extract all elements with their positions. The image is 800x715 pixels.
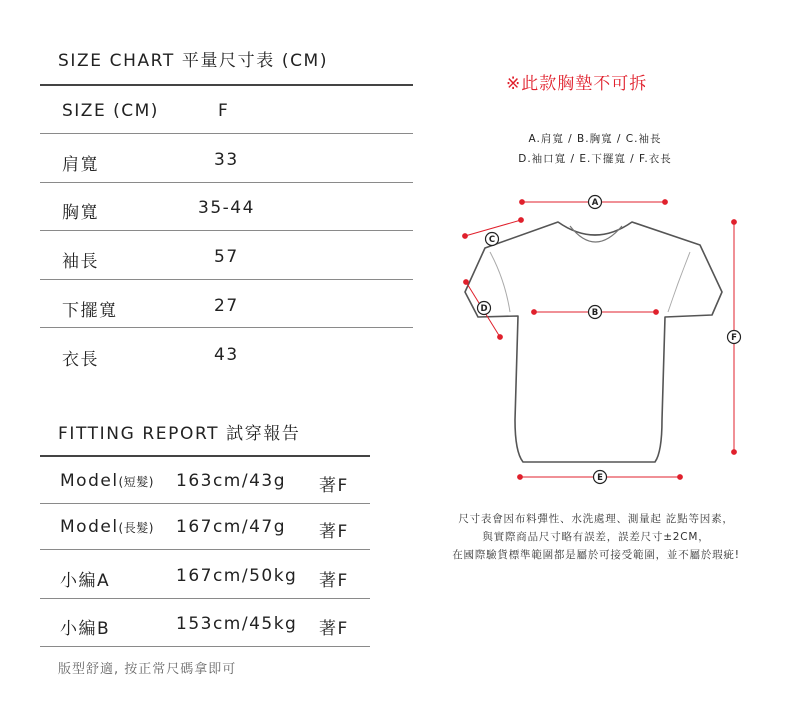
size-row-label: 袖長 xyxy=(62,252,99,272)
marker-a xyxy=(589,196,602,209)
disclaimer-line-1: 尺寸表會因布料彈性、水洗處理、測量起 訖點等因素， xyxy=(458,513,734,525)
measure-endpoint xyxy=(498,335,503,340)
fitting-size: 著F xyxy=(319,619,349,639)
disclaimer-line-2: 與實際商品尺寸略有誤差，誤差尺寸±2CM， xyxy=(482,531,710,543)
marker-f xyxy=(728,331,741,344)
divider xyxy=(40,133,413,134)
fitting-name: Model(短髮) xyxy=(60,471,154,491)
marker-a-label: A xyxy=(591,198,599,209)
size-row-value: 35-44 xyxy=(198,198,255,218)
divider xyxy=(40,503,370,504)
measure-endpoint xyxy=(732,220,737,225)
size-row-label: 胸寬 xyxy=(62,203,99,223)
size-row-value: 57 xyxy=(214,247,239,267)
fitting-note: (短髮) xyxy=(118,475,154,489)
marker-e xyxy=(594,471,607,484)
fitting-measure: 167cm/47g xyxy=(176,517,287,537)
tshirt-collar xyxy=(570,226,622,242)
measure-endpoint xyxy=(678,475,683,480)
size-chart-title: SIZE CHART 平量尺寸表 (CM) xyxy=(58,51,329,71)
fitting-name: Model(長髮) xyxy=(60,517,154,537)
divider xyxy=(40,646,370,647)
size-row-label: 衣長 xyxy=(62,350,99,370)
marker-d xyxy=(478,302,491,315)
removable-pad-notice: ※此款胸墊不可拆 xyxy=(506,74,648,94)
size-row-value: 27 xyxy=(214,296,239,316)
measure-endpoint xyxy=(463,234,468,239)
measure-endpoint xyxy=(519,218,524,223)
divider xyxy=(40,598,370,599)
size-row-label: 肩寬 xyxy=(62,155,99,175)
measure-endpoint xyxy=(520,200,525,205)
fitting-name: 小編B xyxy=(60,619,111,639)
measure-endpoint xyxy=(518,475,523,480)
divider xyxy=(40,549,370,550)
fitting-measure: 153cm/45kg xyxy=(176,614,298,634)
divider xyxy=(40,84,413,86)
fitting-measure: 163cm/43g xyxy=(176,471,287,491)
fitting-size: 著F xyxy=(319,476,349,496)
marker-b xyxy=(589,306,602,319)
marker-d-label: D xyxy=(480,304,488,315)
disclaimer-line-3: 在國際驗貨標準範圍都是屬於可接受範圍，並不屬於瑕疵! xyxy=(452,549,740,561)
measure-endpoint xyxy=(663,200,668,205)
measure-endpoint xyxy=(532,310,537,315)
fitting-size: 著F xyxy=(319,571,349,591)
size-header-label: SIZE (CM) xyxy=(62,101,159,121)
size-row-value: 33 xyxy=(214,150,239,170)
tshirt-seam xyxy=(668,252,690,312)
divider xyxy=(40,455,370,457)
legend-line-1: A.肩寬 / B.胸寬 / C.袖長 xyxy=(528,133,662,145)
marker-e-label: E xyxy=(597,473,603,484)
fitting-name: 小編A xyxy=(60,571,111,591)
divider xyxy=(40,230,413,231)
marker-c-label: C xyxy=(488,235,496,246)
measure-endpoint xyxy=(732,450,737,455)
fitting-size: 著F xyxy=(319,522,349,542)
divider xyxy=(40,279,413,280)
measure-endpoint xyxy=(464,280,469,285)
size-row-value: 43 xyxy=(214,345,239,365)
fitting-note: (長髮) xyxy=(118,521,154,535)
tshirt-outline xyxy=(465,222,722,462)
marker-f-label: F xyxy=(731,333,737,344)
marker-c xyxy=(486,233,499,246)
divider xyxy=(40,327,413,328)
legend-line-2: D.袖口寬 / E.下擺寬 / F.衣長 xyxy=(518,153,672,165)
size-header-value: F xyxy=(218,101,230,121)
measure-endpoint xyxy=(654,310,659,315)
fitting-report-title: FITTING REPORT 試穿報告 xyxy=(58,424,301,444)
size-row-label: 下擺寬 xyxy=(62,301,118,321)
divider xyxy=(40,182,413,183)
tshirt-seam xyxy=(490,252,510,312)
fit-footnote: 版型舒適, 按正常尺碼拿即可 xyxy=(58,662,237,677)
fitting-measure: 167cm/50kg xyxy=(176,566,298,586)
marker-b-label: B xyxy=(591,308,599,319)
tshirt-measurement-diagram xyxy=(440,185,760,485)
